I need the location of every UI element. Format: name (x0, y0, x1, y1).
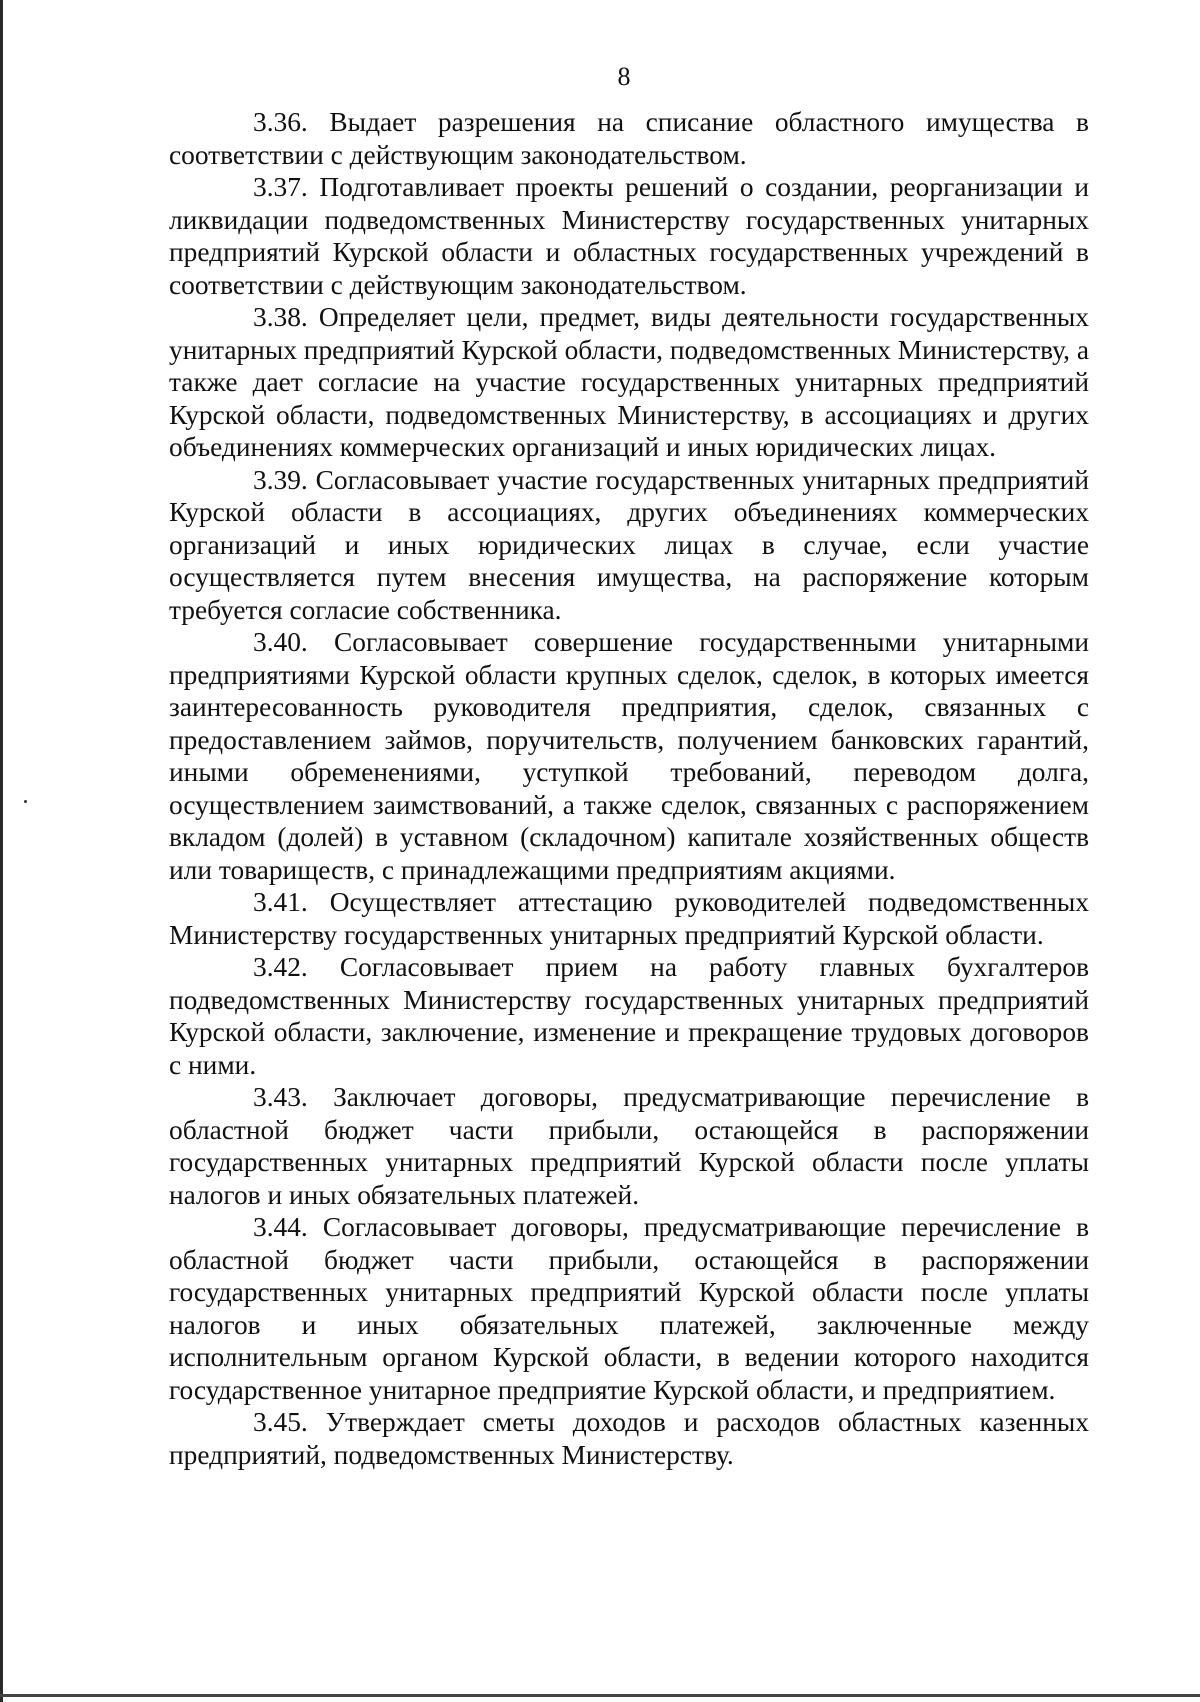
scan-left-edge (0, 0, 3, 1702)
document-body (169, 106, 1089, 1471)
scan-speck (24, 800, 27, 803)
paragraph-3-43: 3.43. Заключает договоры, предусматривающие перечисление в областной бюджет части прибыли, остающейся в распоряжении государственных унитарных предприятий Курской области после уплаты налогов и иных обязательных платежей. (169, 1082, 1089, 1210)
paragraph-3-42: 3.42. Согласовывает прием на работу главных бухгалтеров подведомственных Министерству государственных унитарных предприятий Курской области, заключение, изменение и прекращение трудовых договоров с ними. (169, 952, 1089, 1080)
paragraph-3-45: 3.45. Утверждает сметы доходов и расходов областных казенных предприятий, подведомственных Министерству. (169, 1407, 1089, 1470)
scan-bottom-edge (0, 1694, 1200, 1697)
paragraph-3-37: 3.37. Подготавливает проекты решений о создании, реорганизации и ликвидации подведомственных Министерству государственных унитарных предприятий Курской области и областных государственных учреждений в соответствии с действующим законодательством. (169, 172, 1089, 300)
page-number: 8 (617, 62, 631, 91)
paragraph-3-44: 3.44. Согласовывает договоры, предусматривающие перечисление в областной бюджет части прибыли, остающейся в распоряжении государственных унитарных предприятий Курской области после уплаты налогов и иных обязательных платежей, заключенные между исполнительным органом Курской области, в ведении которого находится государственное унитарное предприятие Курской области, и предприятием. (169, 1212, 1089, 1405)
paragraph-3-36: 3.36. Выдает разрешения на списание областного имущества в соответствии с действующим законодательством. (169, 107, 1089, 170)
paragraph-3-39: 3.39. Согласовывает участие государственных унитарных предприятий Курской области в ассоциациях, других объединениях коммерческих организаций и иных юридических лицах в случае, если участие осуществляется путем внесения имущества, на распоряжение которым требуется согласие собственника. (169, 464, 1089, 625)
paragraph-3-41: 3.41. Осуществляет аттестацию руководителей подведомственных Министерству государственных унитарных предприятий Курской области. (169, 887, 1089, 950)
paragraph-3-40: 3.40. Согласовывает совершение государственными унитарными предприятиями Курской области крупных сделок, сделок, в которых имеется заинтересованность руководителя предприятия, сделок, связанных с предоставлением займов, поручительств, получением банковских гарантий, иными обременениями, уступкой требований, переводом долга, осуществлением заимствований, а также сделок, связанных с распоряжением вкладом (долей) в уставном (складочном) капитале хозяйственных обществ или товариществ, с принадлежащими предприятиям акциями. (169, 627, 1089, 885)
paragraph-3-38: 3.38. Определяет цели, предмет, виды деятельности государственных унитарных предприятий Курской области, подведомственных Министерству, а также дает согласие на участие государственных унитарных предприятий Курской области, подведомственных Министерству, в ассоциациях и других объединениях коммерческих организаций и иных юридических лицах. (169, 302, 1089, 462)
